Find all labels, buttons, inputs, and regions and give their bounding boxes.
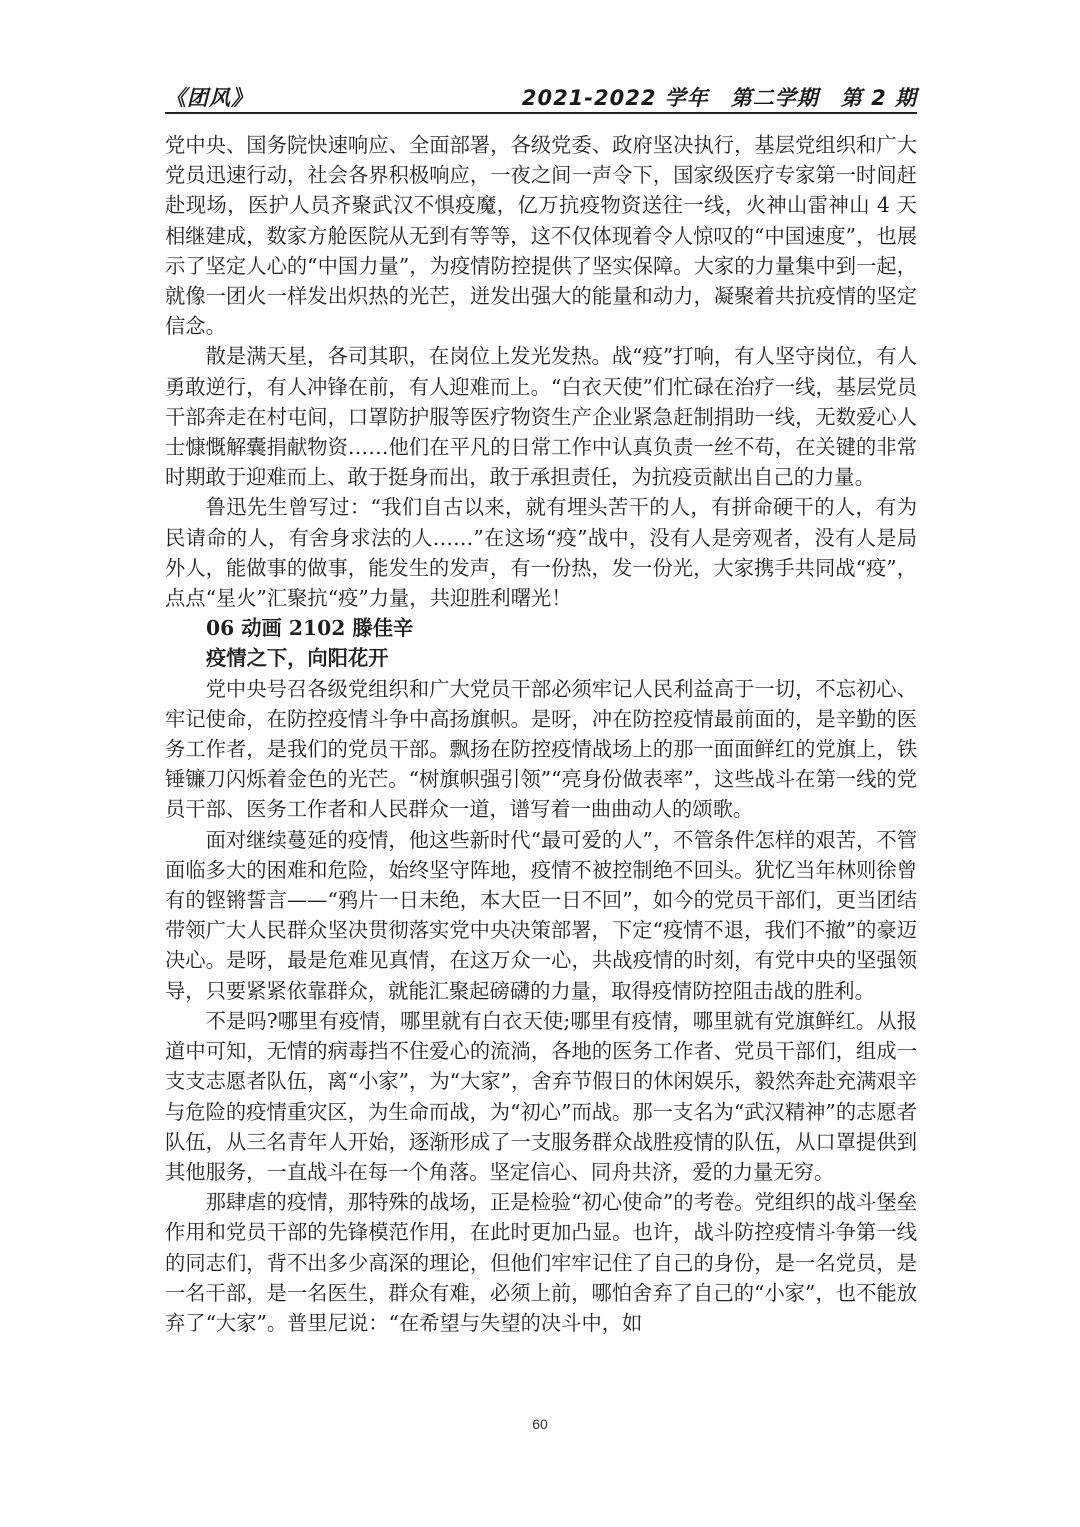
paragraph: 不是吗?哪里有疫情，哪里就有白衣天使;哪里有疫情，哪里就有党旗鲜红。从报道中可知，无情的病毒挡不住爱心的流淌，各地的医务工作者、党员干部们，组成一支支志愿者队伍，离“小家”，为“大家”，舍弃节假日的休闲娱乐，毅然奔赴充满艰辛与危险的疫情重灾区，为生命而战，为“初心”而战。那一支名为“武汉精神”的志愿者队伍，从三名青年人开始，逐渐形成了一支服务群众战胜疫情的队伍，从口罩提供到其他服务，一直战斗在每一个角落。坚定信心、同舟共济，爱的力量无穷。 <box>165 1008 917 1184</box>
paragraph: 那肆虐的疫情，那特殊的战场，正是检验“初心使命”的考卷。党组织的战斗堡垒作用和党员干部的先锋模范作用，在此时更加凸显。也许，战斗防控疫情斗争第一线的同志们，背不出多少高深的理论，但他们牢牢记住了自己的身份，是一名党员，是一名干部，是一名医生，群众有难，必须上前，哪怕舍弃了自己的“小家”，也不能放弃了“大家”。普里尼说：“在希望与失望的决斗中，如 <box>165 1190 917 1335</box>
article-title: 疫情之下，向阳花开 <box>206 646 389 671</box>
paragraph: 面对继续蔓延的疫情，他这些新时代“最可爱的人”，不管条件怎样的艰苦，不管面临多大的困难和危险，始终坚守阵地，疫情不被控制绝不回头。犹忆当年林则徐曾有的铿锵誓言——“鸦片一日未绝，本大臣一日不回”，如今的党员干部们，更当团结带领广大人民群众坚决贯彻落实党中央决策部署，下定“疫情不退，我们不撤”的豪迈决心。是呀，最是危难见真情，在这万众一心，共战疫情的时刻，有党中央的坚强领导，只要紧紧依靠群众，就能汇聚起磅礴的力量，取得疫情防控阻击战的胜利。 <box>165 827 917 1003</box>
article-body <box>165 130 917 1338</box>
paragraph: 党中央号召各级党组织和广大党员干部必须牢记人民利益高于一切，不忘初心、牢记使命，在防控疫情斗争中高扬旗帜。是呀，冲在防控疫情最前面的，是辛勤的医务工作者，是我们的党员干部。飘扬在防控疫情战场上的那一面面鲜红的党旗上，铁锤镰刀闪烁着金色的光芒。“树旗帜强引领”“亮身份做表率”，这些战斗在第一线的党员干部、医务工作者和人民群众一道，谱写着一曲曲动人的颂歌。 <box>165 676 917 822</box>
journal-title: 《团风》 <box>165 86 253 110</box>
page-number: 60 <box>532 1416 548 1432</box>
paragraph: 鲁迅先生曾写过：“我们自古以来，就有埋头苦干的人，有拼命硬干的人，有为民请命的人，有舍身求法的人……”在这场“疫”战中，没有人是旁观者，没有人是局外人，能做事的做事，能发生的发声，有一份热，发一份光，大家携手共同战“疫”，点点“星火”汇聚抗“疫”力量，共迎胜利曙光！ <box>165 495 917 611</box>
issue-info: 2021-2022 学年 第二学期 第 2 期 <box>521 86 917 110</box>
article-author: 06 动画 2102 滕佳辛 <box>206 616 414 641</box>
header-divider <box>165 112 917 114</box>
page-header <box>165 74 917 114</box>
paragraph: 散是满天星，各司其职，在岗位上发光发热。战“疫”打响，有人坚守岗位，有人勇敢逆行，有人冲锋在前，有人迎难而上。“白衣天使”们忙碌在治疗一线，基层党员干部奔走在村屯间，口罩防护服等医疗物资生产企业紧急赶制捐助一线，无数爱心人士慷慨解囊捐献物资……他们在平凡的日常工作中认真负责一丝不苟，在关键的非常时期敢于迎难而上、敢于挺身而出，敢于承担责任，为抗疫贡献出自己的力量。 <box>165 344 917 490</box>
paragraph: 党中央、国务院快速响应、全面部署，各级党委、政府坚决执行，基层党组织和广大党员迅速行动，社会各界积极响应，一夜之间一声令下，国家级医疗专家第一时间赶赴现场，医护人员齐聚武汉不惧疫魔，亿万抗疫物资送往一线，火神山雷神山 4 天相继建成，数家方舱医院从无到有等等，这不仅体现着令人惊叹的“中国速度”，也展示了坚定人心的“中国力量”，为疫情防控提供了坚实保障。大家的力量集中到一起，就像一团火一样发出炽热的光芒，迸发出强大的能量和动力，凝聚着共抗疫情的坚定信念。 <box>165 133 917 339</box>
